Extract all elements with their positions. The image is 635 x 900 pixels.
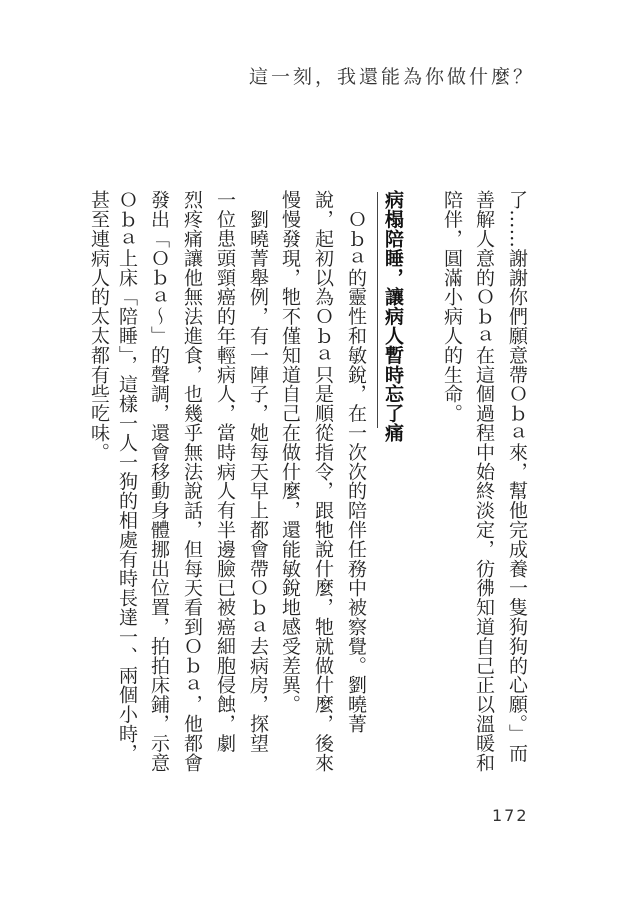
text-column: Ｏｂａ上床「陪睡」，這樣一人一狗的相處有時長達一、兩個小時， [116, 190, 138, 763]
text-column: 了……謝謝你們願意帶Ｏｂａ來，幫他完成養一隻狗狗的心願。」而 [506, 190, 528, 763]
text-column: 說，起初以為Ｏｂａ只是順從指令，跟牠說什麼，牠就做什麼，後來 [312, 190, 334, 772]
text-column: 劉曉菁舉例，有一陣子，她每天早上都會帶Ｏｂａ去病房，探望 [247, 190, 269, 753]
page-number: 172 [492, 806, 529, 825]
text-column: 一位患頭頸癌的年輕病人，當時病人有半邊臉已被癌細胞侵蝕，劇 [214, 190, 236, 753]
text-column: 發出「Ｏｂａ～」的聲調，還會移動身體挪出位置，拍拍床鋪，示意 [148, 190, 170, 772]
heading-rule [377, 192, 378, 428]
text-column: Ｏｂａ的靈性和敏銳，在一次次的陪伴任務中被察覺。劉曉菁 [345, 190, 367, 734]
text-column: 善解人意的Ｏｂａ在這個過程中始終淡定，彷彿知道自己正以溫暖和 [473, 190, 495, 772]
text-column: 甚至連病人的太太都有些吃味。 [88, 190, 110, 462]
text-column: 烈疼痛讓他無法進食，也幾乎無法說話，但每天看到Ｏｂａ，他都會 [181, 190, 203, 772]
text-column: 慢慢發現，牠不僅知道自己在做什麼，還能敏銳地感受差異。 [279, 190, 301, 714]
section-heading: 病榻陪睡，讓病人暫時忘了痛 [382, 190, 404, 443]
text-column: 陪伴，圓滿小病人的生命。 [441, 190, 463, 423]
running-header-title: 這一刻，我還能為你做什麼？ [248, 66, 535, 88]
